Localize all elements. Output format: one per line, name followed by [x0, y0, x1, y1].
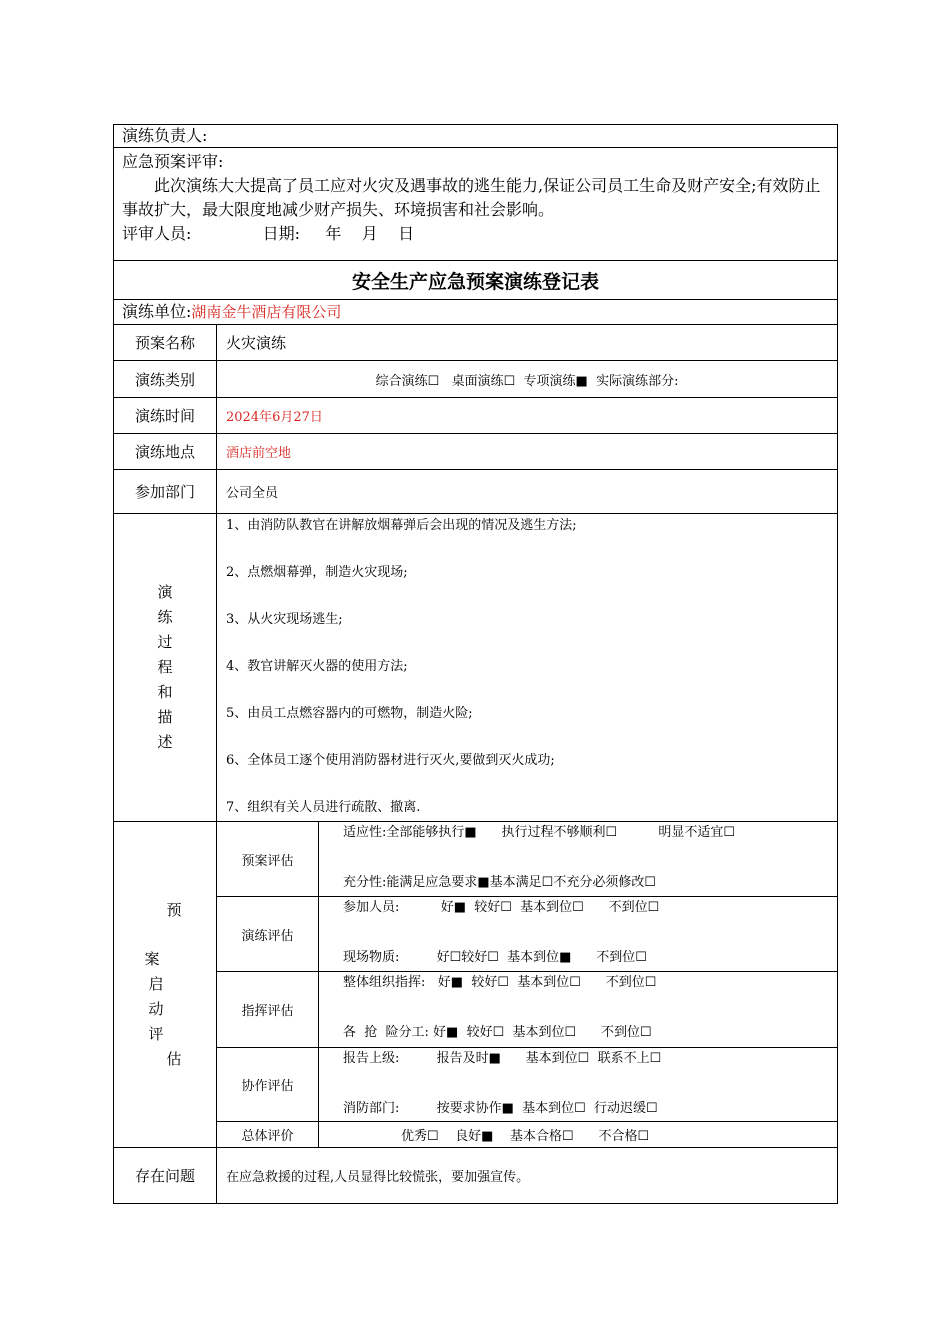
eval-plan-line1: 适应性:全部能够执行■ 执行过程不够顺利☐ 明显不适宜☐	[343, 825, 736, 840]
eval-command-line2: 各 抢 险分工: 好■ 较好☐ 基本到位☐ 不到位☐	[343, 1025, 652, 1040]
eval-row-cooperation	[114, 1048, 838, 1122]
time-row	[114, 398, 838, 434]
review-label: 应急预案评审:	[122, 152, 224, 171]
eval-command-label: 指挥评估	[241, 1004, 294, 1019]
eval-row-plan	[114, 822, 838, 897]
unit-label: 演练单位:	[122, 302, 192, 321]
department-row	[114, 470, 838, 514]
process-step: 4、教官讲解灭火器的使用方法;	[226, 659, 408, 674]
location-label: 演练地点	[134, 443, 195, 461]
eval-drill-label: 演练评估	[241, 928, 294, 944]
drill-register-form	[113, 124, 838, 1204]
evaluation-label-char: 评	[148, 1024, 164, 1043]
evaluation-label	[114, 822, 217, 1148]
eval-plan-line2: 充分性:能满足应急要求■基本满足☐不充分必须修改☐	[343, 875, 656, 890]
issues-value: 在应急救援的过程,人员显得比较慌张，要加强宣传。	[226, 1170, 530, 1185]
process-label-char: 练	[157, 608, 173, 626]
unit-value: 湖南金牛酒店有限公司	[191, 303, 342, 321]
department-label: 参加部门	[134, 483, 195, 501]
form-title: 安全生产应急预案演练登记表	[352, 270, 600, 293]
category-label: 演练类别	[134, 370, 195, 389]
eval-drill-line1: 参加人员: 好■ 较好☐ 基本到位☐ 不到位☐	[343, 900, 660, 915]
eval-command-line1: 整体组织指挥: 好■ 较好☐ 基本到位☐ 不到位☐	[343, 975, 657, 990]
process-row	[114, 514, 838, 822]
review-text: 此次演练大大提高了员工应对火灾及遇事故的逃生能力,保证公司员工生命及财产安全;有效防止事故扩大，最大限度地减少财产损失、环境损害和社会影响。	[122, 176, 821, 219]
responsible-row	[114, 125, 838, 148]
plan-name-row	[114, 325, 838, 361]
eval-plan-label: 预案评估	[241, 853, 294, 869]
eval-cooperation-label: 协作评估	[241, 1079, 294, 1094]
plan-name-label: 预案名称	[134, 334, 195, 352]
process-step: 2、点燃烟幕弹，制造火灾现场;	[226, 565, 408, 580]
process-label-char: 过	[157, 633, 173, 651]
category-row	[114, 361, 838, 398]
title-row	[114, 261, 838, 300]
eval-overall-label: 总体评价	[241, 1129, 294, 1144]
evaluation-label-char: 动	[148, 999, 164, 1018]
process-step: 7、组织有关人员进行疏散、撤离.	[226, 800, 421, 815]
eval-overall-value: 优秀☐ 良好■ 基本合格☐ 不合格☐	[401, 1129, 650, 1144]
location-value: 酒店前空地	[226, 446, 292, 461]
process-label	[114, 514, 217, 822]
time-label: 演练时间	[134, 407, 195, 425]
location-row	[114, 434, 838, 470]
time-value: 2024年6月27日	[226, 410, 323, 425]
process-step: 5、由员工点燃容器内的可燃物，制造火险;	[226, 706, 473, 721]
evaluation-label-char: 案	[144, 949, 160, 968]
review-row	[114, 148, 838, 261]
document-page	[113, 124, 837, 1204]
process-step: 1、由消防队教官在讲解放烟幕弹后会出现的情况及逃生方法;	[226, 518, 577, 533]
reviewer-line: 评审人员: 日期: 年 月 日	[122, 224, 415, 243]
department-value: 公司全员	[226, 486, 279, 501]
eval-row-drill	[114, 897, 838, 972]
eval-row-command	[114, 972, 838, 1048]
process-label-char: 描	[157, 708, 173, 726]
evaluation-label-char: 预	[166, 900, 182, 919]
eval-drill-line2: 现场物质: 好☐较好☐ 基本到位■ 不到位☐	[343, 950, 647, 965]
eval-cooperation-line2: 消防部门: 按要求协作■ 基本到位☐ 行动迟缓☐	[343, 1101, 658, 1116]
issues-row	[114, 1148, 838, 1204]
process-label-char: 和	[157, 683, 173, 701]
process-step: 6、全体员工逐个使用消防器材进行灭火,要做到灭火成功;	[226, 753, 555, 768]
responsible-label: 演练负责人:	[122, 126, 208, 145]
process-label-char: 程	[157, 658, 173, 676]
issues-label: 存在问题	[134, 1167, 195, 1185]
evaluation-label-char: 启	[148, 974, 164, 993]
evaluation-label-char: 估	[166, 1049, 182, 1068]
process-label-char: 演	[157, 583, 173, 601]
eval-row-overall	[114, 1122, 838, 1148]
process-step: 3、从火灾现场逃生;	[226, 612, 343, 627]
plan-name-value: 火灾演练	[226, 334, 287, 352]
process-label-char: 述	[157, 733, 173, 751]
eval-cooperation-line1: 报告上级: 报告及时■ 基本到位☐ 联系不上☐	[343, 1051, 662, 1066]
unit-row	[114, 300, 838, 325]
category-value: 综合演练☐ 桌面演练☐ 专项演练■ 实际演练部分:	[375, 373, 679, 389]
